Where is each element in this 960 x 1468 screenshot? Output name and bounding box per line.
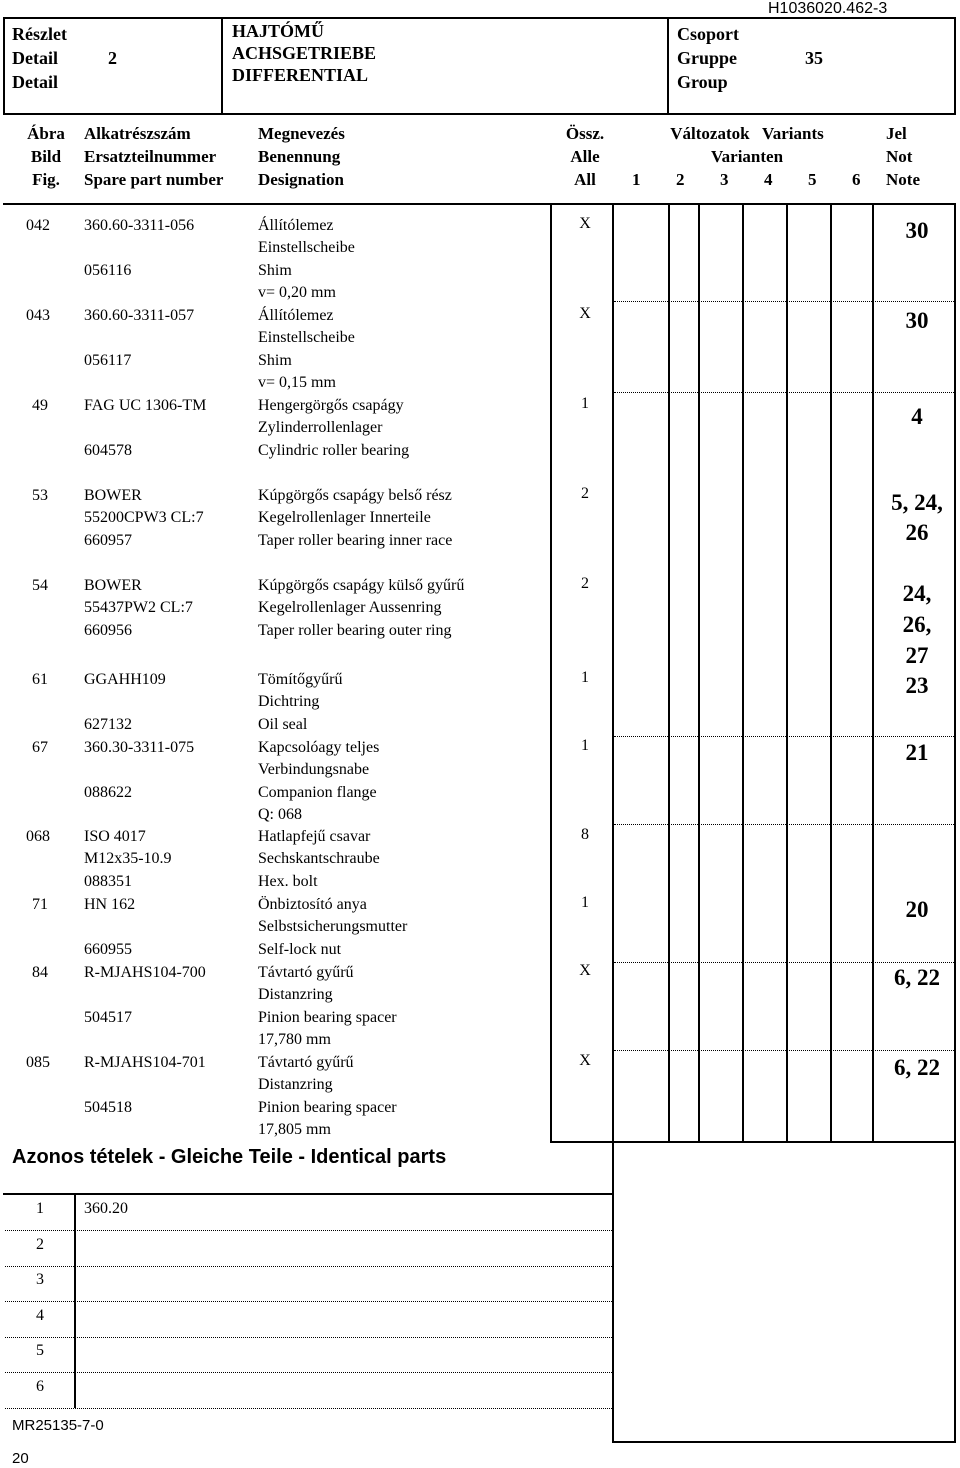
group-label-hu: Csoport xyxy=(677,24,739,44)
desc-en: Shim xyxy=(258,351,292,369)
row-part-code: 604578 xyxy=(84,442,132,459)
desc-spec: Q: 068 xyxy=(258,805,302,823)
col-part-en: Spare part number xyxy=(84,170,224,189)
col-part-hu: Alkatrészszám xyxy=(84,124,191,143)
desc-spec: 17,780 mm xyxy=(258,1030,331,1048)
identical-item-number: 3 xyxy=(36,1271,44,1288)
row-fig: 84 xyxy=(32,964,48,981)
row-part-code: 627132 xyxy=(84,716,132,733)
desc-hu: Távtartó gyűrű xyxy=(258,1054,354,1071)
desc-en: Shim xyxy=(258,261,292,279)
desc-de: Selbstsicherungsmutter xyxy=(258,918,408,936)
row-qty: X xyxy=(579,962,591,979)
row-note: 23 xyxy=(905,673,929,698)
row-description xyxy=(258,826,380,893)
part-type: M12x35-10.9 xyxy=(84,850,172,868)
desc-en: Pinion bearing spacer xyxy=(258,1008,397,1026)
desc-de: Kegelrollenlager Innerteile xyxy=(258,509,431,527)
identical-item-number: 5 xyxy=(36,1342,44,1359)
col-desc-de: Benennung xyxy=(258,147,341,166)
page-number: 20 xyxy=(12,1450,29,1467)
row-qty: 1 xyxy=(581,737,589,754)
detail-label-hu: Részlet xyxy=(12,24,67,44)
row-qty: 1 xyxy=(581,669,589,686)
row-part-code: 056116 xyxy=(84,262,132,279)
col-qty-de: Alle xyxy=(570,147,600,166)
desc-hu: Hatlapfejű csavar xyxy=(258,828,371,845)
desc-en: Taper roller bearing inner race xyxy=(258,531,453,549)
title-hu: HAJTÓMŰ xyxy=(232,21,324,41)
col-header-variants xyxy=(622,122,872,168)
row-fig: 068 xyxy=(26,828,50,845)
row-note: 20 xyxy=(905,897,929,922)
desc-de: Distanzring xyxy=(258,1076,333,1094)
desc-hu: Állítólemez xyxy=(258,217,334,234)
row-fig: 61 xyxy=(32,671,48,688)
col-desc-en: Designation xyxy=(258,170,344,189)
part-standard: ISO 4017 xyxy=(84,828,146,845)
desc-en: Self-lock nut xyxy=(258,940,342,958)
group-label-block xyxy=(677,22,739,94)
row-description xyxy=(258,575,464,642)
row-part-code: 504518 xyxy=(84,1099,132,1116)
row-qty: 1 xyxy=(581,894,589,911)
row-part-number: R-MJAHS104-700 xyxy=(84,964,206,981)
row-qty: 2 xyxy=(581,575,589,592)
row-part-number: HN 162 xyxy=(84,896,136,913)
row-fig: 54 xyxy=(32,577,48,594)
row-description xyxy=(258,669,342,736)
group-label-en: Group xyxy=(677,72,728,92)
col-note-de: Not xyxy=(886,147,913,166)
footer-code: MR25135-7-0 xyxy=(12,1417,104,1434)
part-code: 660957 xyxy=(84,531,132,549)
desc-en: Taper roller bearing outer ring xyxy=(258,621,452,639)
col-variants-title: Változatok Variants xyxy=(670,124,824,143)
col-header-note xyxy=(886,122,920,191)
desc-hu: Tömítőgyűrű xyxy=(258,671,343,688)
col-part-de: Ersatzteilnummer xyxy=(84,147,217,166)
desc-hu: Távtartó gyűrű xyxy=(258,964,354,981)
part-code: 088351 xyxy=(84,872,132,890)
row-description xyxy=(258,395,409,462)
row-part-code: 056117 xyxy=(84,352,132,369)
variant-6: 6 xyxy=(852,170,861,189)
row-part-number: 360.60-3311-057 xyxy=(84,307,195,324)
desc-en: Hex. bolt xyxy=(258,872,318,890)
variant-5: 5 xyxy=(808,170,817,189)
row-qty: X xyxy=(579,215,591,232)
desc-de: Kegelrollenlager Aussenring xyxy=(258,599,442,617)
row-note: 4 xyxy=(911,404,923,429)
desc-en: Pinion bearing spacer xyxy=(258,1098,397,1116)
row-qty: X xyxy=(579,305,591,322)
identical-item-number: 2 xyxy=(36,1236,44,1253)
identical-item-number: 1 xyxy=(36,1200,44,1217)
row-description xyxy=(258,485,452,552)
desc-hu: Önbiztosító anya xyxy=(258,896,367,913)
row-fig: 67 xyxy=(32,739,48,756)
col-fig-hu: Ábra xyxy=(27,124,65,143)
col-fig-de: Bild xyxy=(30,147,62,166)
row-part-number xyxy=(84,575,193,642)
desc-spec: 17,805 mm xyxy=(258,1120,331,1138)
part-type: 55437PW2 CL:7 xyxy=(84,599,193,617)
row-qty: 2 xyxy=(581,485,589,502)
identical-item-number: 4 xyxy=(36,1307,44,1324)
part-maker: BOWER xyxy=(84,487,142,504)
title-de: ACHSGETRIEBE xyxy=(232,43,377,63)
detail-label-en: Detail xyxy=(12,72,58,92)
row-qty: X xyxy=(579,1052,591,1069)
part-type: 55200CPW3 CL:7 xyxy=(84,509,204,527)
row-fig: 043 xyxy=(26,307,50,324)
desc-hu: Állítólemez xyxy=(258,307,334,324)
desc-de: Sechskantschraube xyxy=(258,850,380,868)
desc-spec: v= 0,20 mm xyxy=(258,283,336,301)
row-part-number: 360.60-3311-056 xyxy=(84,217,195,234)
row-part-number: FAG UC 1306-TM xyxy=(84,397,207,414)
col-qty-en: All xyxy=(574,170,596,189)
col-header-fig xyxy=(16,122,76,191)
identical-item-value: 360.20 xyxy=(84,1200,128,1217)
group-number: 35 xyxy=(805,48,823,68)
variant-1: 1 xyxy=(632,170,641,189)
desc-hu: Kúpgörgős csapágy belső rész xyxy=(258,487,452,504)
col-note-hu: Jel xyxy=(886,124,907,143)
row-part-number: 360.30-3311-075 xyxy=(84,739,195,756)
row-part-code: 088622 xyxy=(84,784,132,801)
title-en: DIFFERENTIAL xyxy=(232,65,369,85)
desc-hu: Kúpgörgős csapágy külső gyűrű xyxy=(258,577,465,594)
row-note: 30 xyxy=(905,218,929,243)
variant-2: 2 xyxy=(676,170,685,189)
row-description xyxy=(258,1052,397,1141)
detail-number: 2 xyxy=(108,48,117,68)
row-description xyxy=(258,305,355,394)
desc-spec: v= 0,15 mm xyxy=(258,373,336,391)
desc-de: Zylinderrollenlager xyxy=(258,419,383,437)
identical-parts-title: Azonos tételek - Gleiche Teile - Identical parts xyxy=(12,1146,447,1168)
row-description xyxy=(258,215,355,304)
desc-de: Einstellscheibe xyxy=(258,329,355,347)
row-fig: 71 xyxy=(32,896,48,913)
part-maker: BOWER xyxy=(84,577,142,594)
detail-label-block xyxy=(12,22,67,94)
row-qty: 8 xyxy=(581,826,589,843)
row-fig: 042 xyxy=(26,217,50,234)
col-fig-en: Fig. xyxy=(32,170,60,189)
row-part-number: R-MJAHS104-701 xyxy=(84,1054,206,1071)
desc-de: Distanzring xyxy=(258,986,333,1004)
row-qty: 1 xyxy=(581,395,589,412)
desc-de: Dichtring xyxy=(258,693,320,711)
row-fig: 53 xyxy=(32,487,48,504)
row-fig: 49 xyxy=(32,397,48,414)
row-note: 6, 22 xyxy=(894,1055,940,1080)
desc-hu: Hengergörgős csapágy xyxy=(258,397,404,414)
row-note: 6, 22 xyxy=(894,965,940,990)
document-title xyxy=(232,20,376,86)
variant-3: 3 xyxy=(720,170,729,189)
col-note-en: Note xyxy=(886,170,920,189)
col-qty-hu: Össz. xyxy=(565,124,605,143)
row-part-number xyxy=(84,485,204,552)
row-description xyxy=(258,737,379,826)
row-part-number xyxy=(84,826,172,893)
desc-en: Oil seal xyxy=(258,715,308,733)
col-variants-sub: Varianten xyxy=(710,147,784,166)
group-label-de: Gruppe xyxy=(677,48,738,68)
row-part-code: 504517 xyxy=(84,1009,132,1026)
col-header-qty xyxy=(556,122,614,191)
col-desc-hu: Megnevezés xyxy=(258,124,345,143)
desc-de: Verbindungsnabe xyxy=(258,761,370,779)
desc-en: Cylindric roller bearing xyxy=(258,441,410,459)
row-part-code: 660955 xyxy=(84,941,132,958)
detail-label-de: Detail xyxy=(12,48,58,68)
desc-de: Einstellscheibe xyxy=(258,239,355,257)
variant-4: 4 xyxy=(764,170,773,189)
row-note: 24, 26, 27 xyxy=(902,581,932,668)
col-header-desc xyxy=(258,122,345,191)
desc-hu: Kapcsolóagy teljes xyxy=(258,739,380,756)
identical-item-number: 6 xyxy=(36,1378,44,1395)
col-header-part xyxy=(84,122,223,191)
row-part-number: GGAHH109 xyxy=(84,671,166,688)
row-fig: 085 xyxy=(26,1054,50,1071)
desc-en: Companion flange xyxy=(258,783,377,801)
row-note: 21 xyxy=(905,740,929,765)
row-description xyxy=(258,962,397,1051)
document-id: H1036020.462-3 xyxy=(768,0,888,17)
row-note: 5, 24, 26 xyxy=(891,490,943,545)
row-description xyxy=(258,894,407,961)
row-note: 30 xyxy=(905,308,929,333)
part-code: 660956 xyxy=(84,621,132,639)
